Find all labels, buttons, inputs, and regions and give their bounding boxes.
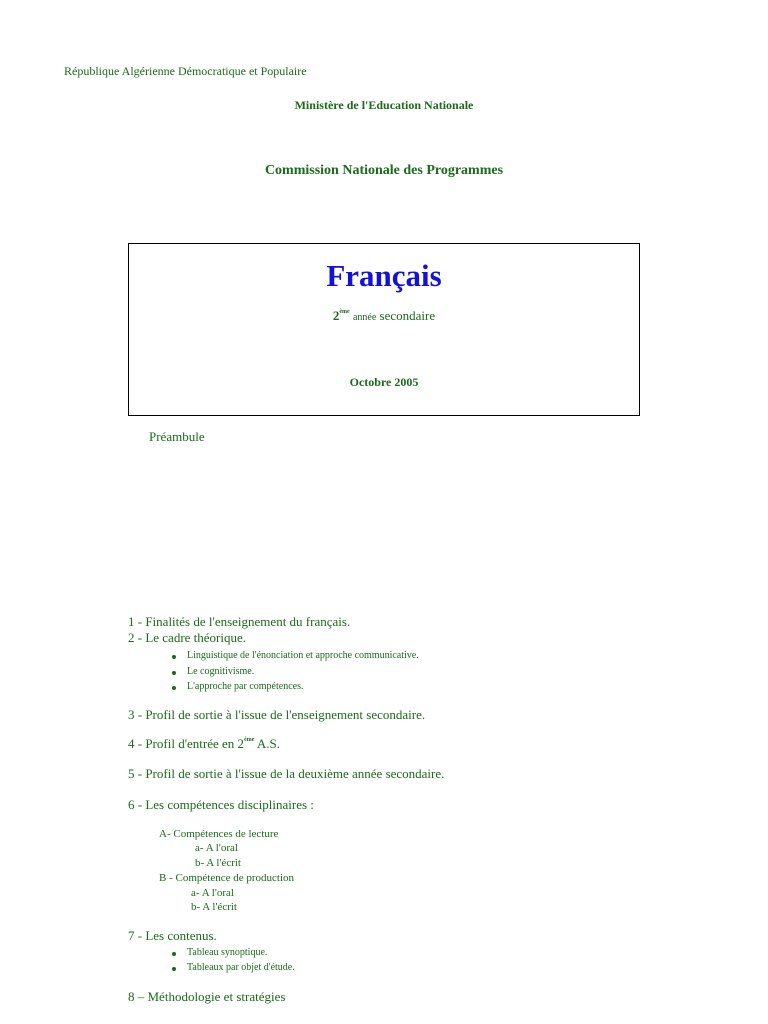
list-item bbox=[187, 962, 295, 973]
bullet-icon bbox=[172, 952, 176, 956]
toc-item-3: 3 - Profil de sortie à l'issue de l'enseignement secondaire. bbox=[128, 707, 426, 722]
grade-number: 2 bbox=[332, 308, 340, 323]
toc-item-5: 5 - Profil de sortie à l'issue de la deuxième année secondaire. bbox=[128, 766, 445, 781]
grade-level: secondaire bbox=[379, 308, 436, 323]
toc-item-2: 2 - Le cadre théorique. bbox=[128, 630, 247, 645]
toc-item-6: 6 - Les compétences disciplinaires : bbox=[128, 797, 314, 812]
list-item-text: Tableau synoptique. bbox=[187, 947, 268, 958]
toc-sub-a-ecrit: b- A l'écrit bbox=[195, 857, 241, 869]
bullet-icon bbox=[172, 686, 176, 690]
list-item bbox=[187, 650, 419, 661]
toc-item-8: 8 – Méthodologie et stratégies bbox=[128, 989, 286, 1004]
list-item bbox=[187, 947, 267, 958]
toc-item-4-text: 4 - Profil d'entrée en 2 bbox=[128, 736, 245, 751]
grade-line bbox=[129, 308, 639, 324]
republic-heading: République Algérienne Démocratique et Populaire bbox=[64, 64, 307, 78]
commission-heading: Commission Nationale des Programmes bbox=[264, 163, 504, 178]
toc-sub-a: A- Compétences de lecture bbox=[159, 828, 279, 840]
list-item-text: L'approche par compétences. bbox=[187, 681, 304, 692]
bullet-icon bbox=[172, 655, 176, 659]
toc-sub-b-oral: a- A l'oral bbox=[191, 887, 234, 899]
preamble-heading: Préambule bbox=[149, 429, 205, 444]
bullet-icon bbox=[172, 967, 176, 971]
title-box bbox=[128, 243, 640, 416]
list-item-text: Tableaux par objet d'étude. bbox=[187, 962, 295, 973]
list-item-text: Linguistique de l'énonciation et approche communicative. bbox=[187, 650, 419, 661]
toc-sub-a-oral: a- A l'oral bbox=[195, 842, 238, 854]
document-title: Français bbox=[326, 258, 442, 293]
list-item bbox=[187, 681, 303, 692]
toc-sub-b: B - Compétence de production bbox=[159, 872, 295, 884]
grade-ordinal: ème bbox=[339, 309, 350, 315]
toc-item-4-ordinal: ème bbox=[244, 737, 255, 743]
ministry-heading: Ministère de l'Education Nationale bbox=[294, 98, 474, 112]
grade-annee: année bbox=[352, 312, 377, 323]
toc-item-7: 7 - Les contenus. bbox=[128, 928, 217, 943]
toc-item-1: 1 - Finalités de l'enseignement du français. bbox=[128, 614, 351, 629]
toc-item-4 bbox=[128, 736, 280, 752]
toc-sub-b-ecrit: b- A l'écrit bbox=[191, 901, 237, 913]
toc-item-4-suffix: A.S. bbox=[254, 736, 281, 751]
document-date: Octobre 2005 bbox=[349, 375, 419, 389]
list-item-text: Le cognitivisme. bbox=[187, 666, 255, 677]
list-item bbox=[187, 666, 254, 677]
bullet-icon bbox=[172, 671, 176, 675]
